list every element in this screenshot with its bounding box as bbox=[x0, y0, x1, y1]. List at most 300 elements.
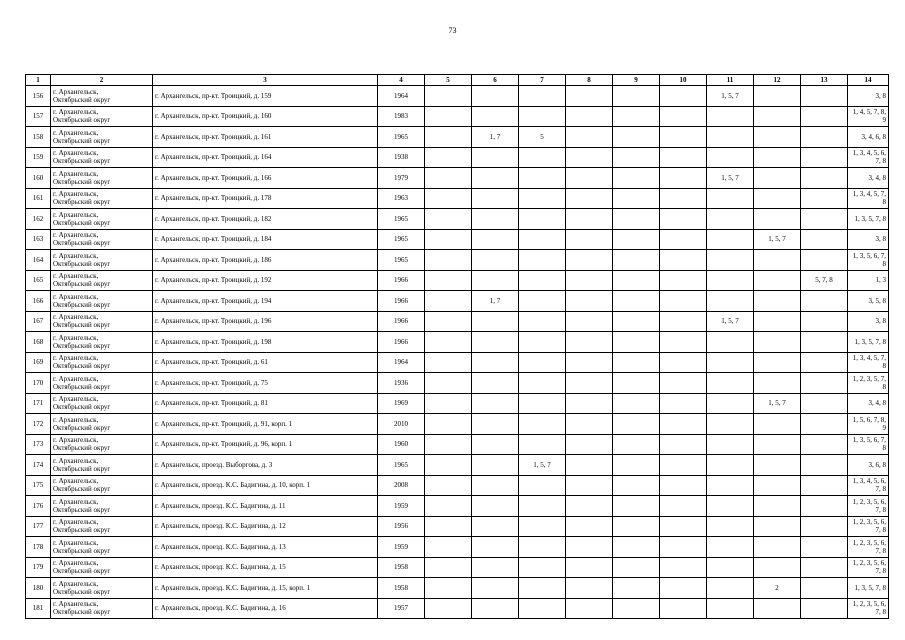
col-13-cell bbox=[801, 516, 848, 537]
district-line: г. Архангельск, bbox=[53, 251, 99, 260]
col-6-cell bbox=[472, 209, 519, 230]
col-13-cell bbox=[801, 250, 848, 271]
col-14-cell bbox=[848, 209, 889, 230]
district-cell bbox=[51, 229, 153, 250]
year-cell: 1969 bbox=[378, 393, 425, 414]
col-10-cell bbox=[660, 209, 707, 230]
col-6-cell bbox=[472, 147, 519, 168]
col-5-cell bbox=[425, 311, 472, 332]
col-9-cell bbox=[613, 578, 660, 599]
col-5-cell bbox=[425, 598, 472, 619]
address-cell: г. Архангельск, пр-кт. Троицкий, д. 159 bbox=[153, 86, 378, 107]
col-14-line: 8 bbox=[882, 444, 886, 453]
col-9-cell bbox=[613, 434, 660, 455]
row-number-cell: 180 bbox=[26, 578, 51, 599]
district-line: Октябрьский округ bbox=[53, 382, 111, 391]
col-6-cell bbox=[472, 311, 519, 332]
col-5-cell bbox=[425, 537, 472, 558]
col-14-line: 8 bbox=[882, 362, 886, 371]
district-line: Октябрьский округ bbox=[53, 95, 111, 104]
col-8-cell bbox=[566, 168, 613, 189]
district-cell bbox=[51, 414, 153, 435]
col-8-cell bbox=[566, 496, 613, 517]
col-14-line: 7, 8 bbox=[875, 546, 886, 555]
district-line: г. Архангельск, bbox=[53, 108, 99, 117]
col-6-cell bbox=[472, 373, 519, 394]
district-line: г. Архангельск, bbox=[53, 210, 99, 219]
year-cell: 1966 bbox=[378, 332, 425, 353]
col-5-cell bbox=[425, 434, 472, 455]
col-12-cell bbox=[754, 86, 801, 107]
col-14-line: 3, 6, 8 bbox=[868, 460, 886, 469]
col-10-cell bbox=[660, 434, 707, 455]
col-12-cell bbox=[754, 270, 801, 291]
col-11-cell bbox=[707, 291, 754, 312]
col-7-cell bbox=[519, 86, 566, 107]
column-header-11: 11 bbox=[707, 75, 754, 86]
col-8-cell bbox=[566, 209, 613, 230]
col-11-cell bbox=[707, 414, 754, 435]
address-cell: г. Архангельск, пр-кт. Троицкий, д. 178 bbox=[153, 188, 378, 209]
col-14-cell bbox=[848, 250, 889, 271]
col-6-cell bbox=[472, 352, 519, 373]
row-number-cell: 164 bbox=[26, 250, 51, 271]
col-8-cell bbox=[566, 250, 613, 271]
col-10-cell bbox=[660, 86, 707, 107]
table-row bbox=[26, 537, 889, 558]
address-cell: г. Архангельск, пр-кт. Троицкий, д. 194 bbox=[153, 291, 378, 312]
col-14-line: 8 bbox=[882, 198, 886, 207]
col-11-cell bbox=[707, 332, 754, 353]
col-13-cell bbox=[801, 352, 848, 373]
col-7-cell bbox=[519, 578, 566, 599]
col-10-cell bbox=[660, 496, 707, 517]
district-line: г. Архангельск, bbox=[53, 579, 99, 588]
col-14-line: 7, 8 bbox=[875, 157, 886, 166]
col-14-cell bbox=[848, 516, 889, 537]
column-header-10: 10 bbox=[660, 75, 707, 86]
row-number-cell: 158 bbox=[26, 127, 51, 148]
col-12-cell bbox=[754, 557, 801, 578]
col-5-cell bbox=[425, 86, 472, 107]
col-10-cell bbox=[660, 475, 707, 496]
col-5-cell bbox=[425, 168, 472, 189]
col-13-cell bbox=[801, 557, 848, 578]
col-14-cell bbox=[848, 229, 889, 250]
col-12-cell bbox=[754, 598, 801, 619]
column-header-7: 7 bbox=[519, 75, 566, 86]
address-cell: г. Архангельск, пр-кт. Троицкий, д. 166 bbox=[153, 168, 378, 189]
col-7-cell bbox=[519, 516, 566, 537]
col-9-cell bbox=[613, 147, 660, 168]
address-cell: г. Архангельск, пр-кт. Троицкий, д. 182 bbox=[153, 209, 378, 230]
col-5-cell bbox=[425, 373, 472, 394]
district-line: г. Архангельск, bbox=[53, 231, 99, 240]
col-10-cell bbox=[660, 270, 707, 291]
col-13-cell bbox=[801, 127, 848, 148]
col-9-cell bbox=[613, 455, 660, 476]
col-12-cell bbox=[754, 127, 801, 148]
col-10-cell bbox=[660, 147, 707, 168]
address-cell: г. Архангельск, пр-кт. Троицкий, д. 198 bbox=[153, 332, 378, 353]
year-cell: 1965 bbox=[378, 455, 425, 476]
col-8-cell bbox=[566, 311, 613, 332]
district-cell bbox=[51, 291, 153, 312]
col-6-cell: 1, 7 bbox=[472, 291, 519, 312]
col-13-cell bbox=[801, 188, 848, 209]
district-line: Октябрьский округ bbox=[53, 341, 111, 350]
address-cell: г. Архангельск, проезд. К.С. Бадигина, д. 16 bbox=[153, 598, 378, 619]
col-7-cell bbox=[519, 434, 566, 455]
col-7-cell bbox=[519, 147, 566, 168]
table-row bbox=[26, 127, 889, 148]
col-14-line: 1, 3, 5, 6, 7, bbox=[852, 251, 886, 260]
district-cell bbox=[51, 188, 153, 209]
col-10-cell bbox=[660, 332, 707, 353]
district-line: г. Архангельск, bbox=[53, 477, 99, 486]
col-14-cell bbox=[848, 475, 889, 496]
col-12-cell bbox=[754, 250, 801, 271]
col-5-cell bbox=[425, 352, 472, 373]
col-10-cell bbox=[660, 229, 707, 250]
table-row bbox=[26, 250, 889, 271]
column-header-6: 6 bbox=[472, 75, 519, 86]
col-7-cell bbox=[519, 598, 566, 619]
col-14-line: 1, 2, 3, 5, 6, bbox=[852, 538, 886, 547]
col-14-line: 1, 3, 4, 5, 7, bbox=[852, 354, 886, 363]
table-row bbox=[26, 496, 889, 517]
col-8-cell bbox=[566, 516, 613, 537]
col-9-cell bbox=[613, 250, 660, 271]
col-6-cell bbox=[472, 496, 519, 517]
col-13-cell bbox=[801, 291, 848, 312]
col-13-cell bbox=[801, 496, 848, 517]
col-10-cell bbox=[660, 455, 707, 476]
col-13-cell bbox=[801, 373, 848, 394]
table-row bbox=[26, 598, 889, 619]
row-number-cell: 173 bbox=[26, 434, 51, 455]
district-cell bbox=[51, 352, 153, 373]
col-14-cell bbox=[848, 270, 889, 291]
district-cell bbox=[51, 147, 153, 168]
col-14-line: 3, 8 bbox=[875, 317, 886, 326]
row-number-cell: 174 bbox=[26, 455, 51, 476]
year-cell: 1964 bbox=[378, 86, 425, 107]
col-14-cell bbox=[848, 127, 889, 148]
district-line: Октябрьский округ bbox=[53, 546, 111, 555]
col-14-line: 1, 3, 4, 5, 7, bbox=[852, 190, 886, 199]
row-number-cell: 160 bbox=[26, 168, 51, 189]
col-6-cell bbox=[472, 434, 519, 455]
col-11-cell bbox=[707, 578, 754, 599]
table-row bbox=[26, 147, 889, 168]
district-line: г. Архангельск, bbox=[53, 128, 99, 137]
col-14-line: 1, 3, 5, 6, 7, bbox=[852, 436, 886, 445]
col-11-cell bbox=[707, 475, 754, 496]
district-cell bbox=[51, 393, 153, 414]
address-cell: г. Архангельск, пр-кт. Троицкий, д. 161 bbox=[153, 127, 378, 148]
table-row bbox=[26, 311, 889, 332]
col-9-cell bbox=[613, 414, 660, 435]
col-14-cell bbox=[848, 578, 889, 599]
col-8-cell bbox=[566, 557, 613, 578]
col-13-cell bbox=[801, 209, 848, 230]
col-11-cell bbox=[707, 598, 754, 619]
address-cell: г. Архангельск, проезд. К.С. Бадигина, д. 15 bbox=[153, 557, 378, 578]
district-line: г. Архангельск, bbox=[53, 497, 99, 506]
column-header-5: 5 bbox=[425, 75, 472, 86]
col-12-cell: 1, 5, 7 bbox=[754, 393, 801, 414]
district-cell bbox=[51, 106, 153, 127]
col-5-cell bbox=[425, 578, 472, 599]
col-9-cell bbox=[613, 86, 660, 107]
row-number-cell: 181 bbox=[26, 598, 51, 619]
col-12-cell bbox=[754, 516, 801, 537]
col-9-cell bbox=[613, 311, 660, 332]
col-13-cell bbox=[801, 86, 848, 107]
district-line: Октябрьский округ bbox=[53, 259, 111, 268]
column-header-8: 8 bbox=[566, 75, 613, 86]
col-14-cell bbox=[848, 106, 889, 127]
col-14-cell bbox=[848, 147, 889, 168]
col-5-cell bbox=[425, 291, 472, 312]
col-11-cell bbox=[707, 106, 754, 127]
district-line: Октябрьский округ bbox=[53, 444, 111, 453]
col-11-cell: 1, 5, 7 bbox=[707, 86, 754, 107]
col-7-cell bbox=[519, 352, 566, 373]
table-row bbox=[26, 291, 889, 312]
table-row bbox=[26, 578, 889, 599]
address-cell: г. Архангельск, пр-кт. Троицкий, д. 61 bbox=[153, 352, 378, 373]
col-12-cell bbox=[754, 209, 801, 230]
district-line: Октябрьский округ bbox=[53, 116, 111, 125]
col-6-cell bbox=[472, 188, 519, 209]
col-13-cell bbox=[801, 434, 848, 455]
col-6-cell bbox=[472, 475, 519, 496]
col-10-cell bbox=[660, 537, 707, 558]
col-5-cell bbox=[425, 270, 472, 291]
col-10-cell bbox=[660, 414, 707, 435]
col-14-line: 3, 8 bbox=[875, 91, 886, 100]
year-cell: 1958 bbox=[378, 557, 425, 578]
col-14-cell bbox=[848, 352, 889, 373]
district-line: Октябрьский округ bbox=[53, 218, 111, 227]
page-number: 73 bbox=[448, 26, 457, 35]
year-cell: 1958 bbox=[378, 578, 425, 599]
col-13-cell bbox=[801, 168, 848, 189]
year-cell: 1965 bbox=[378, 127, 425, 148]
row-number-cell: 171 bbox=[26, 393, 51, 414]
col-14-cell bbox=[848, 332, 889, 353]
district-line: Октябрьский округ bbox=[53, 177, 111, 186]
col-10-cell bbox=[660, 373, 707, 394]
col-8-cell bbox=[566, 393, 613, 414]
col-6-cell bbox=[472, 516, 519, 537]
col-12-cell bbox=[754, 537, 801, 558]
col-11-cell bbox=[707, 516, 754, 537]
district-line: г. Архангельск, bbox=[53, 333, 99, 342]
col-14-line: 7, 8 bbox=[875, 505, 886, 514]
col-5-cell bbox=[425, 250, 472, 271]
col-7-cell bbox=[519, 475, 566, 496]
year-cell: 1979 bbox=[378, 168, 425, 189]
col-7-cell bbox=[519, 373, 566, 394]
address-cell: г. Архангельск, пр-кт. Троицкий, д. 196 bbox=[153, 311, 378, 332]
row-number-cell: 162 bbox=[26, 209, 51, 230]
year-cell: 1966 bbox=[378, 270, 425, 291]
district-line: г. Архангельск, bbox=[53, 395, 99, 404]
col-14-line: 3, 5, 8 bbox=[868, 296, 886, 305]
column-header-9: 9 bbox=[613, 75, 660, 86]
col-11-cell bbox=[707, 557, 754, 578]
col-11-cell bbox=[707, 352, 754, 373]
col-14-line: 1, 3, 5, 7, 8 bbox=[854, 337, 886, 346]
col-14-cell bbox=[848, 414, 889, 435]
col-14-cell bbox=[848, 168, 889, 189]
district-cell bbox=[51, 332, 153, 353]
address-cell: г. Архангельск, пр-кт. Троицкий, д. 75 bbox=[153, 373, 378, 394]
table-row bbox=[26, 434, 889, 455]
year-cell: 1965 bbox=[378, 209, 425, 230]
col-9-cell bbox=[613, 291, 660, 312]
table-row bbox=[26, 332, 889, 353]
col-8-cell bbox=[566, 598, 613, 619]
col-11-cell bbox=[707, 127, 754, 148]
col-8-cell bbox=[566, 352, 613, 373]
col-12-cell bbox=[754, 496, 801, 517]
col-9-cell bbox=[613, 496, 660, 517]
col-14-cell bbox=[848, 86, 889, 107]
col-9-cell bbox=[613, 106, 660, 127]
year-cell: 1965 bbox=[378, 229, 425, 250]
col-14-cell bbox=[848, 291, 889, 312]
address-cell: г. Архангельск, пр-кт. Троицкий, д. 184 bbox=[153, 229, 378, 250]
col-13-cell: 5, 7, 8 bbox=[801, 270, 848, 291]
address-cell: г. Архангельск, проезд. К.С. Бадигина, д. 15, корп. 1 bbox=[153, 578, 378, 599]
address-cell: г. Архангельск, проезд. Выборгова, д. 3 bbox=[153, 455, 378, 476]
district-line: Октябрьский округ bbox=[53, 362, 111, 371]
col-9-cell bbox=[613, 229, 660, 250]
col-9-cell bbox=[613, 475, 660, 496]
row-number-cell: 157 bbox=[26, 106, 51, 127]
col-8-cell bbox=[566, 106, 613, 127]
col-14-line: 1, 3 bbox=[875, 276, 886, 285]
col-5-cell bbox=[425, 209, 472, 230]
col-14-line: 1, 2, 3, 5, 6, bbox=[852, 559, 886, 568]
col-6-cell bbox=[472, 332, 519, 353]
col-5-cell bbox=[425, 147, 472, 168]
col-13-cell bbox=[801, 147, 848, 168]
col-11-cell: 1, 5, 7 bbox=[707, 168, 754, 189]
col-6-cell bbox=[472, 393, 519, 414]
row-number-cell: 176 bbox=[26, 496, 51, 517]
col-9-cell bbox=[613, 373, 660, 394]
column-header-13: 13 bbox=[801, 75, 848, 86]
district-cell bbox=[51, 557, 153, 578]
column-header-1: 1 bbox=[26, 75, 51, 86]
year-cell: 2008 bbox=[378, 475, 425, 496]
district-line: Октябрьский округ bbox=[53, 423, 111, 432]
district-line: г. Архангельск, bbox=[53, 559, 99, 568]
district-cell bbox=[51, 250, 153, 271]
col-7-cell bbox=[519, 496, 566, 517]
col-9-cell bbox=[613, 537, 660, 558]
col-11-cell bbox=[707, 209, 754, 230]
column-header-3: 3 bbox=[153, 75, 378, 86]
row-number-cell: 175 bbox=[26, 475, 51, 496]
col-10-cell bbox=[660, 250, 707, 271]
col-8-cell bbox=[566, 434, 613, 455]
col-7-cell bbox=[519, 188, 566, 209]
col-14-line: 1, 3, 4, 5, 6, bbox=[852, 477, 886, 486]
col-14-line: 1, 2, 3, 5, 6, bbox=[852, 518, 886, 527]
col-5-cell bbox=[425, 127, 472, 148]
col-6-cell bbox=[472, 455, 519, 476]
col-9-cell bbox=[613, 598, 660, 619]
col-11-cell bbox=[707, 496, 754, 517]
year-cell: 1964 bbox=[378, 352, 425, 373]
address-cell: г. Архангельск, проезд. К.С. Бадигина, д. 11 bbox=[153, 496, 378, 517]
column-header-12: 12 bbox=[754, 75, 801, 86]
address-cell: г. Архангельск, пр-кт. Троицкий, д. 164 bbox=[153, 147, 378, 168]
col-14-line: 9 bbox=[882, 423, 886, 432]
district-cell bbox=[51, 373, 153, 394]
row-number-cell: 166 bbox=[26, 291, 51, 312]
table-row bbox=[26, 557, 889, 578]
col-9-cell bbox=[613, 393, 660, 414]
col-10-cell bbox=[660, 168, 707, 189]
col-7-cell bbox=[519, 393, 566, 414]
year-cell: 1963 bbox=[378, 188, 425, 209]
col-14-line: 1, 3, 4, 5, 6, bbox=[852, 149, 886, 158]
col-14-line: 9 bbox=[882, 116, 886, 125]
table-row bbox=[26, 229, 889, 250]
col-6-cell bbox=[472, 270, 519, 291]
col-6-cell: 1, 7 bbox=[472, 127, 519, 148]
col-5-cell bbox=[425, 332, 472, 353]
column-header-14: 14 bbox=[848, 75, 889, 86]
col-7-cell: 5 bbox=[519, 127, 566, 148]
table-row bbox=[26, 86, 889, 107]
col-12-cell bbox=[754, 168, 801, 189]
col-7-cell bbox=[519, 229, 566, 250]
col-5-cell bbox=[425, 496, 472, 517]
district-line: г. Архангельск, bbox=[53, 313, 99, 322]
row-number-cell: 156 bbox=[26, 86, 51, 107]
col-7-cell bbox=[519, 106, 566, 127]
district-line: Октябрьский округ bbox=[53, 505, 111, 514]
address-cell: г. Архангельск, пр-кт. Троицкий, д. 186 bbox=[153, 250, 378, 271]
col-13-cell bbox=[801, 106, 848, 127]
col-14-line: 3, 4, 8 bbox=[868, 399, 886, 408]
district-line: г. Архангельск, bbox=[53, 354, 99, 363]
col-6-cell bbox=[472, 229, 519, 250]
col-14-cell bbox=[848, 373, 889, 394]
col-14-line: 7, 8 bbox=[875, 526, 886, 535]
address-cell: г. Архангельск, проезд. К.С. Бадигина, д. 10, корп. 1 bbox=[153, 475, 378, 496]
col-14-cell bbox=[848, 311, 889, 332]
header-row bbox=[26, 75, 889, 86]
district-line: г. Архангельск, bbox=[53, 456, 99, 465]
col-12-cell bbox=[754, 188, 801, 209]
district-cell bbox=[51, 598, 153, 619]
col-8-cell bbox=[566, 127, 613, 148]
col-10-cell bbox=[660, 127, 707, 148]
district-cell bbox=[51, 475, 153, 496]
col-8-cell bbox=[566, 578, 613, 599]
table-row bbox=[26, 475, 889, 496]
col-14-line: 1, 2, 3, 5, 7, bbox=[852, 374, 886, 383]
